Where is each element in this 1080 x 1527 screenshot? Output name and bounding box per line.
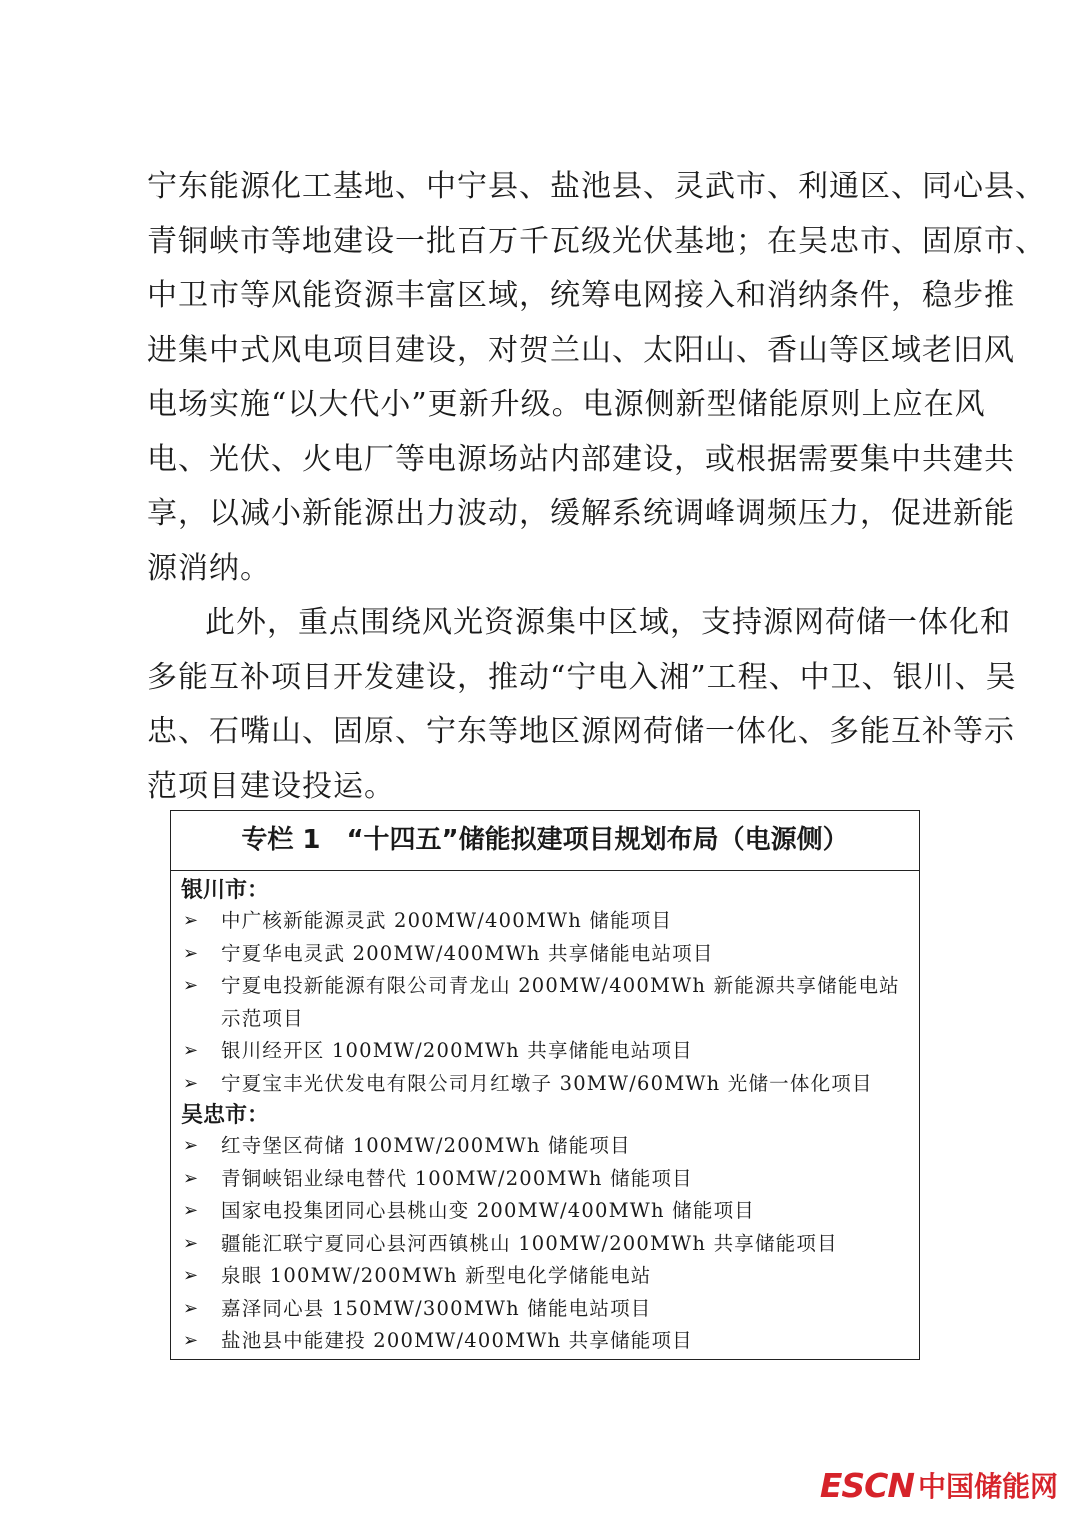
list-item-text: 中广核新能源灵武 200MW/400MWh 储能项目 (221, 909, 673, 932)
list-item-text: 红寺堡区荷储 100MW/200MWh 储能项目 (221, 1134, 631, 1157)
paragraph-line: 中卫市等风能资源丰富区域，统筹电网接入和消纳条件，稳步推 (147, 278, 1015, 313)
list-item (181, 938, 909, 971)
logo-latin-text: ESCN (819, 1465, 914, 1505)
arrow-bullet-icon: ➢ (183, 1265, 199, 1286)
arrow-bullet-icon: ➢ (183, 1072, 199, 1094)
arrow-bullet-icon: ➢ (183, 1200, 199, 1221)
arrow-bullet-icon: ➢ (183, 1135, 199, 1156)
arrow-bullet-icon: ➢ (183, 1297, 199, 1319)
paragraph-2 (147, 596, 1017, 814)
paragraph-line: 电、光伏、火电厂等电源场站内部建设，或根据需要集中共建共 (147, 441, 1015, 477)
paragraph-line: 范项目建设投运。 (147, 768, 395, 804)
arrow-bullet-icon: ➢ (183, 942, 199, 964)
list-item (181, 905, 909, 938)
panel-title: 专栏 1 “十四五”储能拟建项目规划布局（电源侧） (171, 811, 919, 871)
list-item (181, 1260, 909, 1293)
list-item (181, 1195, 909, 1228)
paragraph-1 (147, 160, 1046, 596)
list-item (181, 1325, 909, 1358)
list-item-text: 泉眼 100MW/200MWh 新型电化学储能电站 (221, 1264, 652, 1287)
list-item (181, 1035, 909, 1068)
arrow-bullet-icon: ➢ (183, 975, 199, 996)
paragraph-line: 忠、石嘴山、固原、宁东等地区源网荷储一体化、多能互补等示 (147, 714, 1015, 749)
paragraph-line: 享，以减小新能源出力波动，缓解系统调峰调频压力，促进新能 (147, 496, 1015, 531)
list-item-text: 疆能汇联宁夏同心县河西镇桃山 100MW/200MWh 共享储能项目 (221, 1231, 838, 1255)
project-panel (170, 810, 920, 1360)
list-item-text: 银川经开区 100MW/200MWh 共享储能电站项目 (221, 1039, 693, 1062)
list-item-text: 宁夏宝丰光伏发电有限公司月红墩子 30MW/60MWh 光储一体化项目 (221, 1071, 873, 1095)
paragraph-line: 进集中式风电项目建设，对贺兰山、太阳山、香山等区域老旧风 (147, 332, 1015, 368)
list-item-text: 嘉泽同心县 150MW/300MWh 储能电站项目 (221, 1296, 652, 1320)
paragraph-line: 源消纳。 (147, 550, 271, 586)
list-item-text: 国家电投集团同心县桃山变 200MW/400MWh 储能项目 (221, 1199, 755, 1222)
city-heading-wuzhong: 吴忠市： (181, 1102, 270, 1128)
arrow-bullet-icon: ➢ (183, 1232, 199, 1254)
logo-chinese-text: 中国储能网 (917, 1470, 1058, 1503)
list-item (181, 1068, 909, 1101)
city-heading-yinchuan: 银川市： (181, 877, 270, 903)
list-item-text: 宁夏电投新能源有限公司青龙山 200MW/400MWh 新能源共享储能电站示范项目 (221, 974, 900, 1030)
list-item (181, 1163, 909, 1196)
body-text (147, 160, 1046, 814)
list-item (181, 1130, 909, 1163)
list-item (181, 1293, 909, 1326)
paragraph-line: 青铜峡市等地建设一批百万千瓦级光伏基地；在吴忠市、固原市、 (147, 223, 1046, 259)
paragraph-line: 多能互补项目开发建设，推动“宁电入湘”工程、中卫、银川、吴 (147, 659, 1017, 695)
list-item-text: 青铜峡铝业绿电替代 100MW/200MWh 储能项目 (221, 1166, 693, 1190)
list-item (181, 1228, 909, 1261)
paragraph-line: 宁东能源化工基地、中宁县、盐池县、灵武市、利通区、同心县、 (147, 169, 1046, 204)
escn-logo (820, 1465, 1058, 1505)
arrow-bullet-icon: ➢ (183, 1040, 199, 1061)
list-item-text: 盐池县中能建投 200MW/400MWh 共享储能项目 (221, 1329, 693, 1352)
paragraph-line: 电场实施“以大代小”更新升级。电源侧新型储能原则上应在风 (147, 387, 986, 422)
list-item-text: 宁夏华电灵武 200MW/400MWh 共享储能电站项目 (221, 941, 714, 965)
list-item (181, 970, 909, 1035)
paragraph-line: 此外，重点围绕风光资源集中区域，支持源网荷储一体化和 (205, 605, 1011, 640)
arrow-bullet-icon: ➢ (183, 1330, 199, 1351)
arrow-bullet-icon: ➢ (183, 1167, 199, 1189)
arrow-bullet-icon: ➢ (183, 910, 199, 931)
panel-body (171, 871, 919, 1358)
